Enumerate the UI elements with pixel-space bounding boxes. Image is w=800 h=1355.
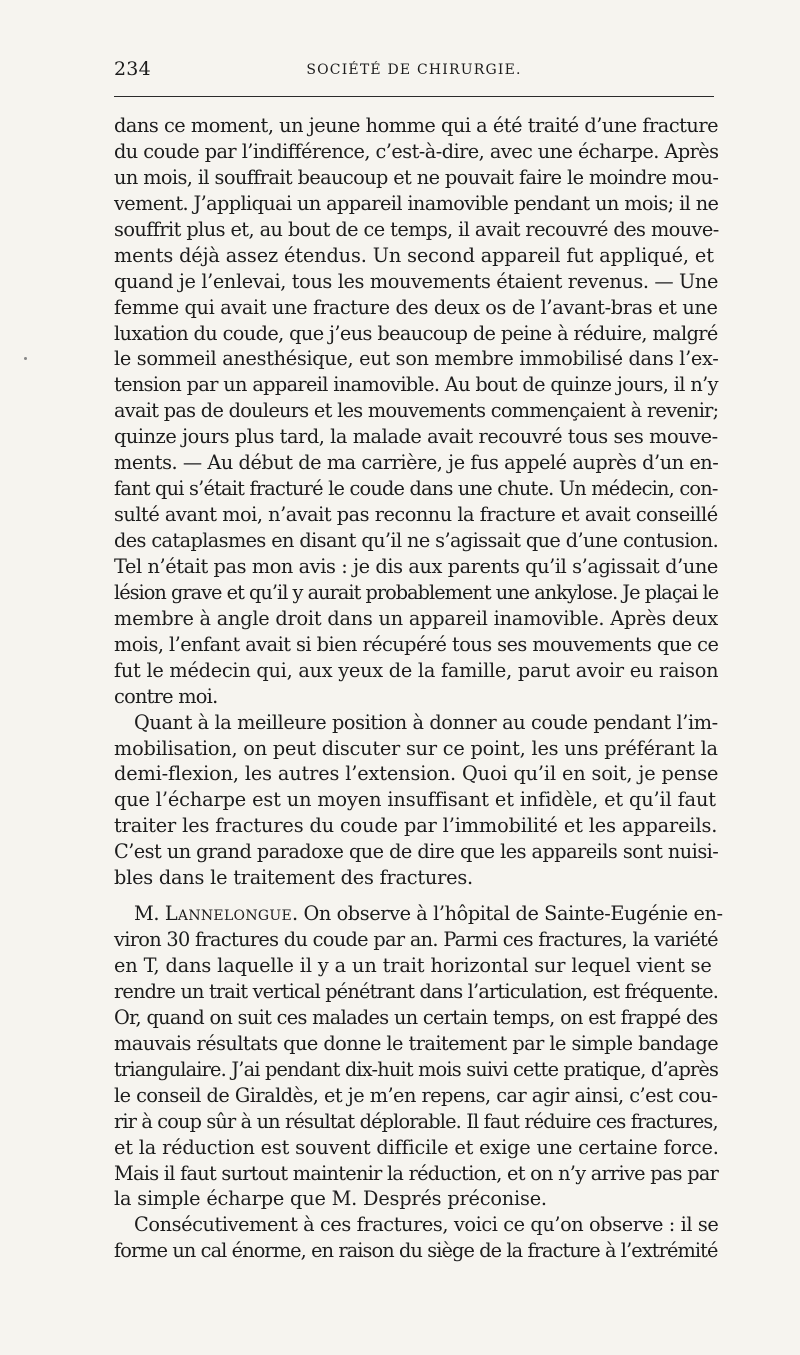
paragraph-3 [114, 901, 726, 1212]
speaker-prefix: M. [134, 902, 165, 926]
speaker-line [114, 901, 726, 927]
text-line: fant qui s’était fracturé le coude dans une chute. Un médecin, con- [114, 477, 718, 501]
text-line: femme qui avait une fracture des deux os de l’avant-bras et une [114, 295, 718, 319]
text-line: lésion grave et qu’il y aurait probablement une ankylose. Je plaçai le [114, 580, 719, 604]
text-line: ments déjà assez étendus. Un second appareil fut appliqué, et [114, 243, 714, 267]
paragraph-4 [114, 1212, 726, 1264]
paragraph-gap [114, 891, 726, 901]
text-line: rir à coup sûr à un résultat déplorable. Il faut réduire ces fractures, [114, 1109, 718, 1133]
speaker-line-rest: . On observe à l’hôpital de Sainte-Eugénie en- [291, 902, 723, 926]
text-line: Or, quand on suit ces malades un certain temps, on est frappé des [114, 1005, 718, 1029]
header-rule [114, 96, 714, 97]
text-line: fut le médecin qui, aux yeux de la famille, parut avoir eu raison [114, 658, 719, 682]
running-head: SOCIÉTÉ DE CHIRURGIE. [306, 62, 522, 78]
text-line: rendre un trait vertical pénétrant dans l’articulation, est fréquente. [114, 979, 719, 1003]
text-line: mois, l’enfant avait si bien récupéré tous ses mouvements que ce [114, 632, 719, 656]
text-line: vement. J’appliquai un appareil inamovible pendant un mois; il ne [114, 191, 719, 215]
text-line: des cataplasmes en disant qu’il ne s’agissait que d’une contusion. [114, 529, 719, 552]
text-line: forme un cal énorme, en raison du siège de la fracture à l’extrémité [114, 1239, 718, 1263]
text-line: souffrit plus et, au bout de ce temps, il avait recouvré des mouve- [114, 217, 719, 241]
text-line: quand je l’enlevai, tous les mouvements étaient revenus. — Une [114, 269, 719, 293]
speaker-name: Lannelongue [164, 902, 292, 926]
text-line: membre à angle droit dans un appareil inamovible. Après deux [114, 606, 719, 630]
body-text [114, 113, 726, 1264]
text-line: Mais il faut surtout maintenir la réduction, et on n’y arrive pas par [114, 1161, 719, 1185]
text-line: ments. — Au début de ma carrière, je fus appelé auprès d’un en- [114, 451, 719, 475]
text-line: traiter les fractures du coude par l’immobilité et les appareils. [114, 814, 718, 838]
text-line: le conseil de Giraldès, et je m’en repens, car agir ainsi, c’est cou- [114, 1083, 718, 1107]
text-line: triangulaire. J’ai pendant dix-huit mois suivi cette pratique, d’après [114, 1057, 719, 1081]
text-line: que l’écharpe est un moyen insuffisant et infidèle, et qu’il faut [114, 788, 716, 812]
text-line: le sommeil anesthésique, eut son membre immobilisé dans l’ex- [114, 347, 719, 371]
text-line: dans ce moment, un jeune homme qui a été traité d’une fracture [114, 114, 719, 137]
text-line: C’est un grand paradoxe que de dire que les appareils sont nuisi- [114, 840, 719, 864]
text-line: Consécutivement à ces fractures, voici ce qu’on observe : il se [134, 1213, 719, 1237]
text-line: du coude par l’indifférence, c’est-à-dire, avec une écharpe. Après [114, 139, 719, 163]
text-line: contre moi. [114, 684, 218, 708]
text-line: viron 30 fractures du coude par an. Parmi ces fractures, la variété [114, 928, 718, 952]
scan-speck [24, 357, 27, 360]
text-line: la simple écharpe que M. Després préconise. [114, 1187, 547, 1211]
text-line: et la réduction est souvent difficile et exige une certaine force. [114, 1135, 719, 1159]
text-line: sulté avant moi, n’avait pas reconnu la fracture et avait conseillé [114, 503, 718, 527]
text-line: Tel n’était pas mon avis : je dis aux parents qu’il s’agissait d’une [114, 554, 718, 578]
text-line: Quant à la meilleure position à donner au coude pendant l’im- [134, 710, 718, 734]
paragraph-1 [114, 113, 726, 710]
text-line: mobilisation, on peut discuter sur ce point, les uns préférant la [114, 736, 718, 760]
text-line: en T, dans laquelle il y a un trait horizontal sur lequel vient se [114, 954, 712, 977]
text-line: avait pas de douleurs et les mouvements commençaient à revenir; [114, 399, 719, 423]
text-line: demi-flexion, les autres l’extension. Quoi qu’il en soit, je pense [114, 762, 719, 786]
text-line: tension par un appareil inamovible. Au bout de quinze jours, il n’y [114, 373, 718, 397]
text-line: luxation du coude, que j’eus beaucoup de peine à réduire, malgré [114, 321, 718, 345]
text-line: bles dans le traitement des fractures. [114, 866, 473, 890]
text-line: mauvais résultats que donne le traitement par le simple bandage [114, 1031, 719, 1055]
page-header [114, 58, 714, 86]
paragraph-2 [114, 710, 726, 892]
page-number: 234 [114, 58, 151, 80]
text-line: quinze jours plus tard, la malade avait recouvré tous ses mouve- [114, 425, 718, 449]
text-line: un mois, il souffrait beaucoup et ne pouvait faire le moindre mou- [114, 165, 719, 189]
